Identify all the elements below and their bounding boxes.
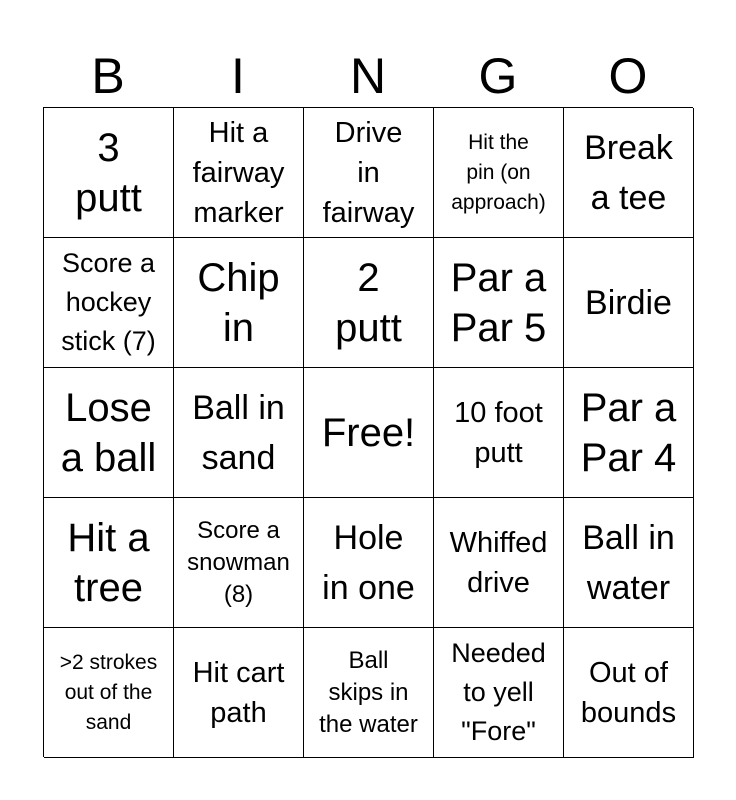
bingo-cell[interactable]: Lose a ball (44, 368, 174, 498)
bingo-cell[interactable]: Ball in sand (174, 368, 304, 498)
bingo-cell[interactable]: Hit a fairway marker (174, 108, 304, 238)
bingo-cell[interactable]: 2 putt (304, 238, 434, 368)
header-letter-b: B (91, 48, 125, 104)
bingo-cell[interactable]: Ball in water (564, 498, 694, 628)
bingo-cell[interactable]: Hit the pin (on approach) (434, 108, 564, 238)
bingo-cell[interactable]: Ball skips in the water (304, 628, 434, 758)
bingo-grid (43, 107, 693, 757)
bingo-cell[interactable]: Hit cart path (174, 628, 304, 758)
bingo-cell[interactable]: Birdie (564, 238, 694, 368)
bingo-cell[interactable]: Break a tee (564, 108, 694, 238)
bingo-cell[interactable]: Hole in one (304, 498, 434, 628)
bingo-cell[interactable]: Score a hockey stick (7) (44, 238, 174, 368)
bingo-cell[interactable]: Par a Par 4 (564, 368, 694, 498)
header-letter-n: N (349, 48, 387, 104)
bingo-cell[interactable]: Par a Par 5 (434, 238, 564, 368)
bingo-header (43, 46, 693, 106)
bingo-cell[interactable]: Needed to yell "Fore" (434, 628, 564, 758)
header-letter-g: G (478, 48, 518, 104)
bingo-cell[interactable]: 3 putt (44, 108, 174, 238)
bingo-cell[interactable]: Hit a tree (44, 498, 174, 628)
bingo-cell[interactable]: Whiffed drive (434, 498, 564, 628)
bingo-cell[interactable]: 10 foot putt (434, 368, 564, 498)
header-letter-o: O (608, 48, 648, 104)
bingo-cell[interactable]: Drive in fairway (304, 108, 434, 238)
bingo-cell-free[interactable]: Free! (304, 368, 434, 498)
bingo-cell[interactable]: Out of bounds (564, 628, 694, 758)
bingo-cell[interactable]: Score a snowman (8) (174, 498, 304, 628)
header-letter-i: I (231, 48, 245, 104)
bingo-cell[interactable]: >2 strokes out of the sand (44, 628, 174, 758)
bingo-cell[interactable]: Chip in (174, 238, 304, 368)
